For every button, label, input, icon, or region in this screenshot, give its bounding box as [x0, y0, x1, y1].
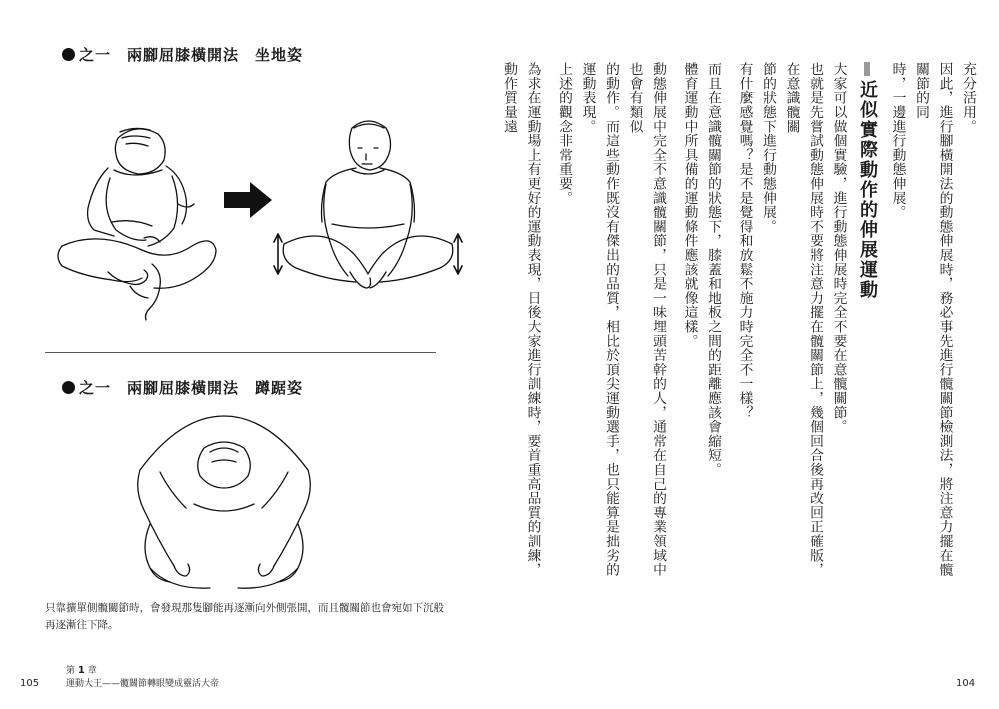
- paragraph: 時，一邊進行動態伸展。: [889, 62, 906, 220]
- bullet-icon: [62, 48, 75, 61]
- chapter-footer: 第 1 章 運動大王——髖關節轉眼變成靈活大帝: [66, 665, 220, 689]
- section-heading: 近似實際動作的伸展運動: [856, 62, 880, 582]
- paragraph: 有什麼感覺嗎？是不是覺得和放鬆不施力時完全不一樣？: [736, 62, 753, 420]
- paragraph: 體育運動中所具備的運動條件應該就像這樣。: [681, 62, 698, 348]
- heading-marker-icon: [864, 62, 870, 76]
- paragraph: 為求在運動場上有更好的運動表現，日後大家進行訓練時，要首重高品質的訓練，動作質量遠: [501, 62, 541, 577]
- illustration-sitting-before: [48, 118, 223, 328]
- caption: 只靠擴單側髖關節時，會發現那隻腳能再逐漸向外側張開，而且髖關節也會宛如下沉般 再逐漸往下降。: [45, 602, 444, 631]
- paragraph: 大家可以做個實驗，進行動態伸展時完全不要在意髖關節。: [830, 62, 847, 434]
- paragraph: 的動作。而這些動作既沒有傑出的品質，相比於頂尖運動選手，也只能算是拙劣的運動表現。: [579, 62, 619, 577]
- paragraph: 而且在意識髖關節的狀態下，膝蓋和地板之間的距離應該會縮短。: [705, 62, 721, 477]
- section-title-sitting: 之一 兩腳屈膝橫開法 坐地姿: [62, 44, 303, 65]
- paragraph: 上述的觀念非常重要。: [556, 62, 572, 205]
- page-number-right: 104: [956, 678, 976, 689]
- arrow-right-icon: [224, 182, 272, 218]
- right-page: [500, 0, 999, 709]
- illustration-squatting: [120, 408, 330, 594]
- left-page: [0, 0, 499, 709]
- paragraph: 因此，進行腳橫開法的動態伸展時，務必事先進行髖關節檢測法，將注意力擺在髖關節的同: [913, 62, 953, 577]
- illustration-sitting-after: [268, 114, 468, 314]
- paragraph: 動態伸展中完全不意識髖關節，只是一味埋頭苦幹的人，通常在自己的專業領域中也會有類似: [626, 62, 666, 577]
- vertical-body-text: [497, 62, 980, 582]
- paragraph: 充分活用。: [960, 62, 976, 134]
- page-number-left: 105: [20, 678, 40, 689]
- paragraph: 節的狀態下進行動態伸展。: [760, 62, 776, 234]
- paragraph: 也就是先嘗試動態伸展時不要將注意力擺在髖關節上，幾個回合後再改回正確版，在意識髖關: [783, 62, 823, 577]
- section-title-squat: 之一 兩腳屈膝橫開法 蹲踞姿: [62, 377, 303, 398]
- bullet-icon: [62, 381, 75, 394]
- divider: [45, 352, 436, 353]
